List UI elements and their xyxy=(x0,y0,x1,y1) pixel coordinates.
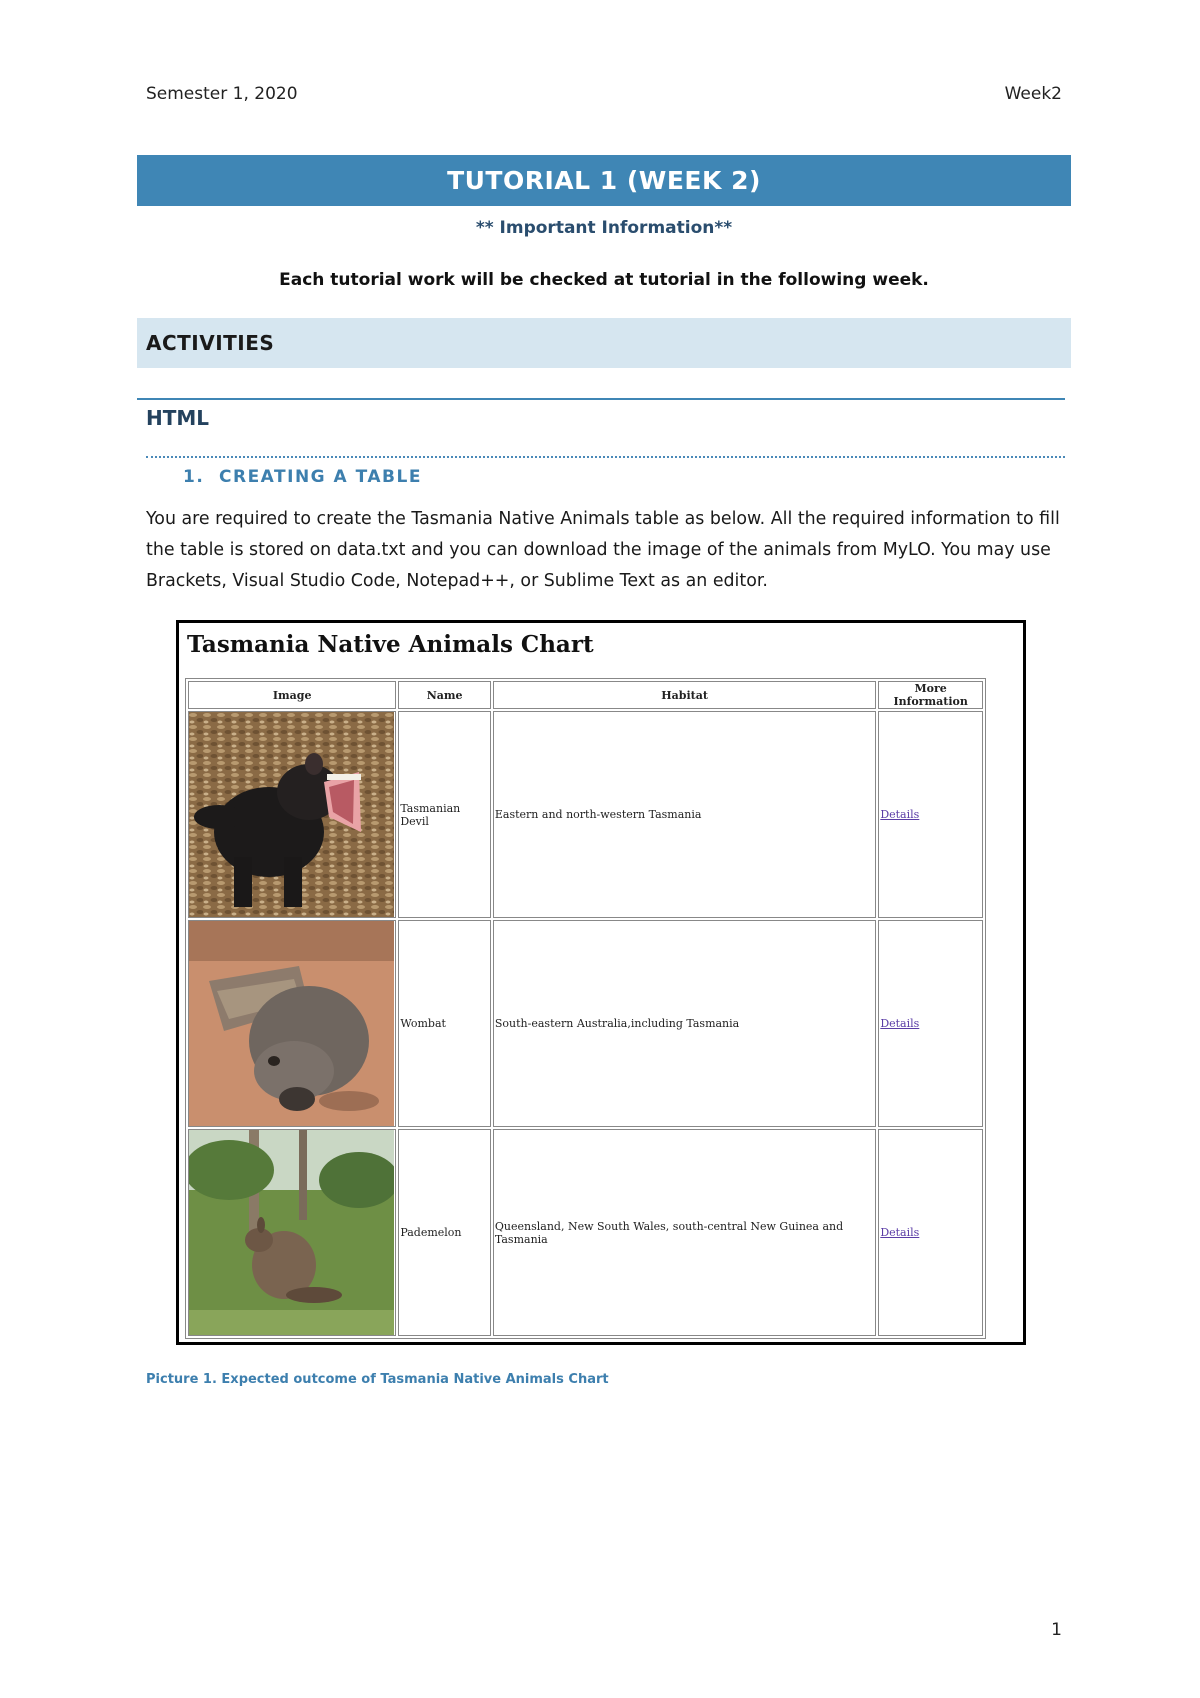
column-header: More Information xyxy=(878,681,983,709)
activities-heading: ACTIVITIES xyxy=(137,318,1071,368)
image-cell xyxy=(188,711,396,918)
section-number: 1. xyxy=(183,467,205,487)
details-link[interactable]: Details xyxy=(880,808,920,821)
habitat-cell: Eastern and north-western Tasmania xyxy=(493,711,876,918)
column-header: Habitat xyxy=(493,681,876,709)
figure-title: Tasmania Native Animals Chart xyxy=(187,631,594,658)
table-row xyxy=(188,711,983,918)
important-info: ** Important Information** xyxy=(475,218,733,238)
details-link[interactable]: Details xyxy=(880,1226,920,1239)
name-cell: Wombat xyxy=(398,920,491,1127)
column-header: Image xyxy=(188,681,396,709)
wombat-photo xyxy=(189,921,394,1126)
pademelon-photo xyxy=(189,1130,394,1335)
table-header-row xyxy=(188,681,983,709)
section-title: CREATING A TABLE xyxy=(219,467,422,487)
details-link[interactable]: Details xyxy=(880,1017,920,1030)
page-title: TUTORIAL 1 (WEEK 2) xyxy=(137,155,1071,206)
page-number: 1 xyxy=(1051,1620,1062,1640)
image-cell xyxy=(188,1129,396,1336)
table-row xyxy=(188,920,983,1127)
habitat-cell: Queensland, New South Wales, south-central New Guinea and Tasmania xyxy=(493,1129,876,1336)
header-semester: Semester 1, 2020 xyxy=(146,84,298,104)
name-cell: Tasmanian Devil xyxy=(398,711,491,918)
name-cell: Pademelon xyxy=(398,1129,491,1336)
habitat-cell: South-eastern Australia,including Tasmania xyxy=(493,920,876,1127)
html-heading: HTML xyxy=(146,406,210,430)
image-cell xyxy=(188,920,396,1127)
html-divider xyxy=(137,398,1065,400)
figure-caption: Picture 1. Expected outcome of Tasmania Native Animals Chart xyxy=(146,1372,609,1387)
more-info-cell xyxy=(878,711,983,918)
table-row xyxy=(188,1129,983,1336)
dotted-divider xyxy=(146,456,1065,458)
column-header: Name xyxy=(398,681,491,709)
animals-table xyxy=(185,678,986,1339)
tutorial-note: Each tutorial work will be checked at tutorial in the following week. xyxy=(279,270,929,290)
more-info-cell xyxy=(878,920,983,1127)
header-week: Week2 xyxy=(1004,84,1062,104)
more-info-cell xyxy=(878,1129,983,1336)
figure-screenshot xyxy=(176,620,1026,1345)
tasmanian-devil-photo xyxy=(189,712,394,917)
instructions-paragraph: You are required to create the Tasmania Native Animals table as below. All the required information to fill the table is stored on data.txt and you can download the image of the animals from MyLO. You may use Brackets, Visual Studio Code, Notepad++, or Sublime Text as an editor. xyxy=(146,509,1060,591)
